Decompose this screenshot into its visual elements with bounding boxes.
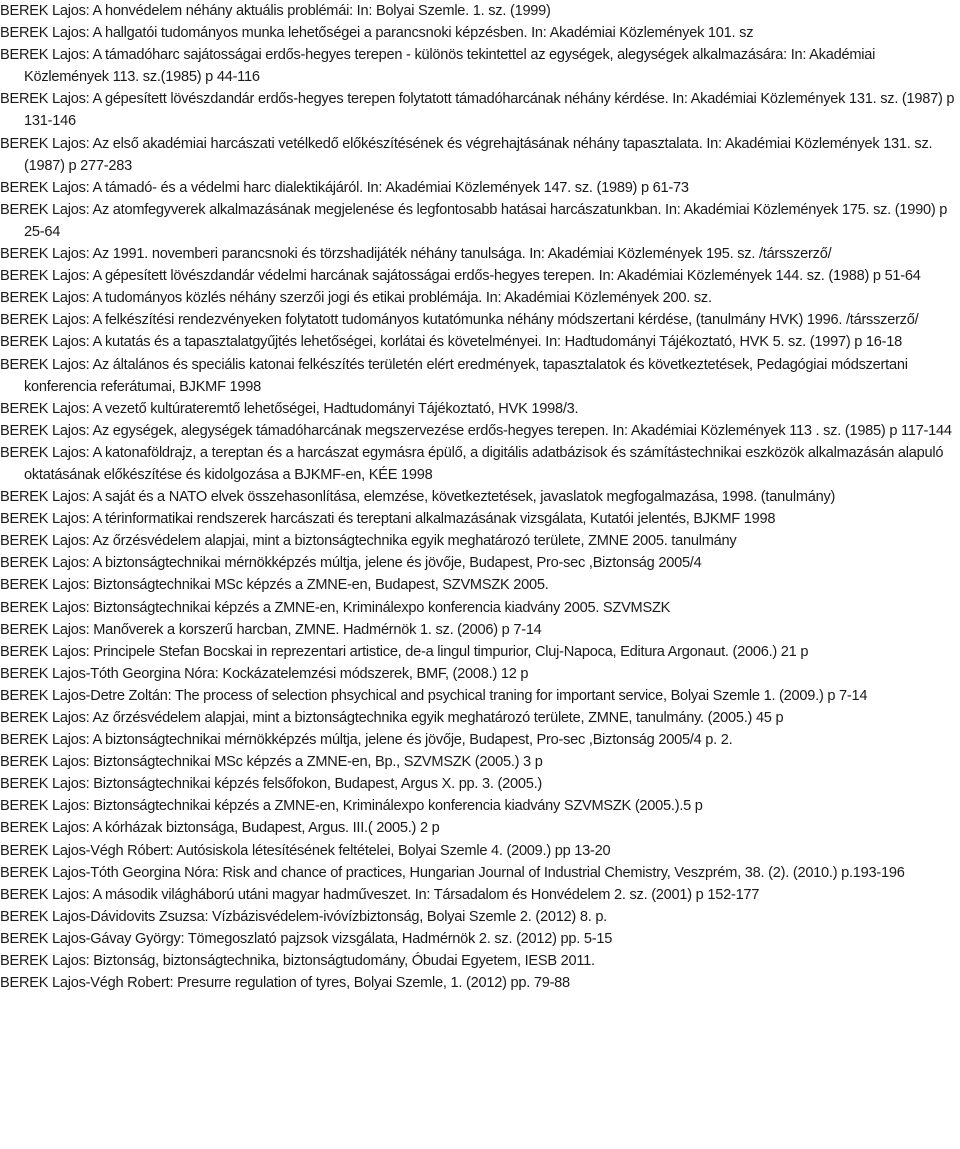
publication-entry: BEREK Lajos: A támadóharc sajátosságai erdős-hegyes terepen - különös tekintettel az egységek, alegységek alkalmazására: In: Akadémiai Közlemények 113. sz.(1985) p 44-116 [0,47,876,86]
publication-entry: BEREK Lajos: Manőverek a korszerű harcban, ZMNE. Hadmérnök 1. sz. (2006) p 7-14 [0,621,542,638]
publication-entry: BEREK Lajos-Gávay György: Tömegoszlató pajzsok vizsgálata, Hadmérnök 2. sz. (2012) pp. 5-15 [0,930,613,947]
publication-entry: BEREK Lajos-Végh Róbert: Autósiskola létesítésének feltételei, Bolyai Szemle 4. (2009.) pp 13-20 [0,842,611,859]
publication-entry: BEREK Lajos: A tudományos közlés néhány szerzői jogi és etikai problémája. In: Akadémiai Közlemények 200. sz. [0,290,712,307]
publication-entry: BEREK Lajos-Dávidovits Zsuzsa: Vízbázisvédelem-ivóvízbiztonság, Bolyai Szemle 2. (2012) 8. p. [0,908,607,925]
publication-entry: BEREK Lajos: Biztonságtechnikai MSc képzés a ZMNE-en, Bp., SZVMSZK (2005.) 3 p [0,754,543,771]
publication-entry: BEREK Lajos: Biztonságtechnikai képzés felsőfokon, Budapest, Argus X. pp. 3. (2005.) [0,776,542,793]
publication-entry: BEREK Lajos: Biztonságtechnikai képzés a ZMNE-en, Kriminálexpo konferencia kiadvány 2005. SZVMSZK [0,599,671,616]
publication-entry: BEREK Lajos-Tóth Georgina Nóra: Risk and chance of practices, Hungarian Journal of Industrial Chemistry, Veszprém, 38. (2). (2010.) p.193-196 [0,864,905,881]
publication-entry: BEREK Lajos: A gépesített lövészdandár erdős-hegyes terepen folytatott támadóharcának néhány kérdése. In: Akadémiai Közlemények 131. sz. (1987) p 131-146 [0,91,955,130]
publication-entry: BEREK Lajos: Az első akadémiai harcászati vetélkedő előkészítésének és végrehajtásának néhány tapasztalata. In: Akadémiai Közlemények 131. sz. (1987) p 277-283 [0,135,933,174]
publication-entry: BEREK Lajos: A gépesített lövészdandár védelmi harcának sajátosságai erdős-hegyes terepen. In: Akadémiai Közlemények 144. sz. (1988) p 51-64 [0,268,921,285]
publication-entry: BEREK Lajos: A vezető kultúrateremtő lehetőségei, Hadtudományi Tájékoztató, HVK 1998/3. [0,400,579,417]
publication-entry: BEREK Lajos: Biztonságtechnikai képzés a ZMNE-en, Kriminálexpo konferencia kiadvány SZVMSZK (2005.).5 p [0,798,703,815]
publication-entry: BEREK Lajos: A saját és a NATO elvek összehasonlítása, elemzése, következtetések, javaslatok megfogalmazása, 1998. (tanulmány) [0,489,836,506]
publication-entry: BEREK Lajos: Az őrzésvédelem alapjai, mint a biztonságtechnika egyik meghatározó területe, ZMNE, tanulmány. (2005.) 45 p [0,710,784,726]
publication-entry: BEREK Lajos: Az egységek, alegységek támadóharcának megszervezése erdős-hegyes terepen. In: Akadémiai Közlemények 113 . sz. (1985) p 117-144 [0,422,952,439]
publication-entry: BEREK Lajos: Principele Stefan Bocskai in reprezentari artistice, de-a lingul timpurior, Cluj-Napoca, Editura Argonaut. (2006.) 21 p [0,643,809,660]
publication-entry: BEREK Lajos: A honvédelem néhány aktuális problémái: In: Bolyai Szemle. 1. sz. (1999) [0,3,551,19]
publication-entry: BEREK Lajos-Végh Robert: Presurre regulation of tyres, Bolyai Szemle, 1. (2012) pp. 79-88 [0,975,570,992]
publication-entry: BEREK Lajos: Az 1991. novemberi parancsnoki és törzshadijáték néhány tanulsága. In: Akadémiai Közlemények 195. sz. /társszerző/ [0,246,832,263]
publication-entry: BEREK Lajos: Biztonság, biztonságtechnika, biztonságtudomány, Óbudai Egyetem, IESB 2011. [0,953,595,970]
publication-entry: BEREK Lajos: A támadó- és a védelmi harc dialektikájáról. In: Akadémiai Közlemények 147. sz. (1989) p 61-73 [0,179,689,196]
publication-entry: BEREK Lajos: A második világháború utáni magyar hadműveszet. In: Társadalom és Honvédelem 2. sz. (2001) p 152-177 [0,886,760,903]
publication-entry: BEREK Lajos: A katonaföldrajz, a tereptan és a harcászat egymásra épülő, a digitális adatbázisok és számítástechnikai eszközök alkalmazásán alapuló oktatásának előkészítése és kidolgozása a BJKMF-en, KÉE 1998 [0,444,944,483]
publication-entry: BEREK Lajos: A térinformatikai rendszerek harcászati és tereptani alkalmazásának vizsgálata, Kutatói jelentés, BJKMF 1998 [0,511,776,528]
publication-entry: BEREK Lajos: A kutatás és a tapasztalatgyűjtés lehetőségei, korlátai és követelményei. In: Hadtudományi Tájékoztató, HVK 5. sz. (1997) p 16-18 [0,334,902,351]
publication-entry: BEREK Lajos: A kórházak biztonsága, Budapest, Argus. III.( 2005.) 2 p [0,820,440,837]
publication-entry: BEREK Lajos-Tóth Georgina Nóra: Kockázatelemzési módszerek, BMF, (2008.) 12 p [0,665,529,682]
publication-entry: BEREK Lajos: Az atomfegyverek alkalmazásának megjelenése és legfontosabb hatásai harcászatunkban. In: Akadémiai Közlemények 175. sz. (1990) p 25-64 [0,201,948,240]
publication-entry: BEREK Lajos: Biztonságtechnikai MSc képzés a ZMNE-en, Budapest, SZVMSZK 2005. [0,577,549,594]
publication-entry: BEREK Lajos: A biztonságtechnikai mérnökképzés múltja, jelene és jövője, Budapest, Pro-sec ,Biztonság 2005/4 p. 2. [0,732,733,749]
publication-entry: BEREK Lajos-Detre Zoltán: The process of selection phsychical and psychical traning for important service, Bolyai Szemle 1. (2009.) p 7-14 [0,687,868,704]
publication-entry: BEREK Lajos: A felkészítési rendezvényeken folytatott tudományos kutatómunka néhány módszertani kérdése, (tanulmány HVK) 1996. /társszerző/ [0,312,919,329]
publication-entry: BEREK Lajos: Az általános és speciális katonai felkészítés területén elért eredmények, tapasztalatok és következtetések, Pedagógiai módszertani konferencia referátumai, BJKMF 1998 [0,356,908,395]
publication-entry: BEREK Lajos: A biztonságtechnikai mérnökképzés múltja, jelene és jövője, Budapest, Pro-sec ,Biztonság 2005/4 [0,555,702,572]
publication-entry: BEREK Lajos: A hallgatói tudományos munka lehetőségei a parancsnoki képzésben. In: Akadémiai Közlemények 101. sz [0,25,754,42]
publication-entry: BEREK Lajos: Az őrzésvédelem alapjai, mint a biztonságtechnika egyik meghatározó területe, ZMNE 2005. tanulmány [0,533,737,550]
